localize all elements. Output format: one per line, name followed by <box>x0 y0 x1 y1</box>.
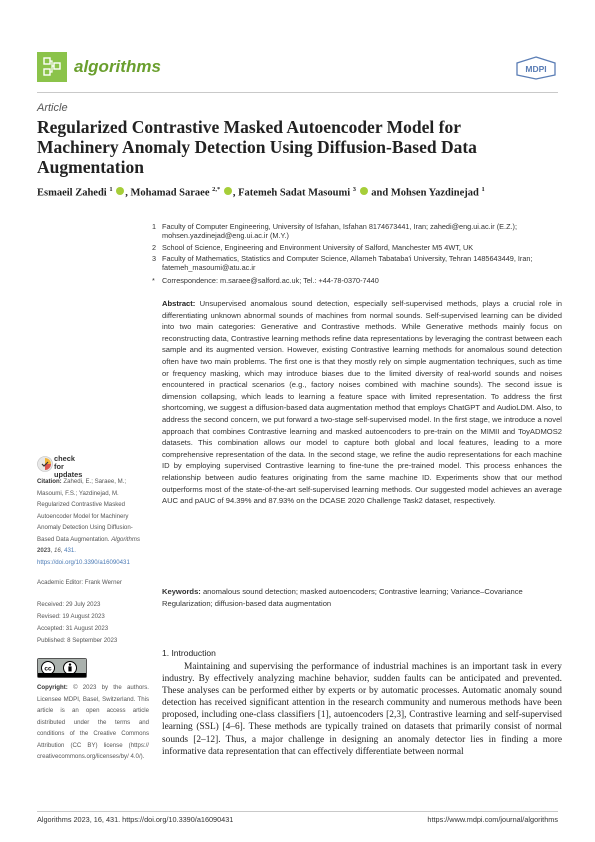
journal-logo <box>37 52 67 82</box>
check-for-updates-button[interactable] <box>37 454 83 479</box>
check-for-updates-icon <box>37 456 53 472</box>
check-for-updates-line1: check for <box>54 454 75 471</box>
copyright-label: Copyright: <box>37 684 68 691</box>
affiliation-item <box>152 222 562 241</box>
orcid-icon[interactable] <box>360 187 368 195</box>
revised-date: Revised: 19 August 2023 <box>37 613 105 620</box>
footer-citation[interactable]: Algorithms 2023, 16, 431. https://doi.org/10.3390/a16090431 <box>37 815 234 824</box>
abstract-label: Abstract: <box>162 299 196 308</box>
footer-journal-url[interactable]: https://www.mdpi.com/journal/algorithms <box>427 815 558 824</box>
citation-volume: 16 <box>53 547 61 554</box>
copyright-text: © 2023 by the authors. Licensee MDPI, Basel, Switzerland. This article is an open access article distributed under the terms and conditions of the Creative Commons Attribution (CC BY) license (https:// creativecommons.org/licenses/by/ 4.0/). <box>37 684 149 760</box>
affiliation-text: Faculty of Mathematics, Statistics and Computer Science, Allameh Tabataba'i University, Tehran 1485643449, Iran; fatemeh_masoumi@atu.ac.ir <box>162 254 533 273</box>
svg-text:cc: cc <box>44 665 52 673</box>
citation-year: 2023 <box>37 547 51 554</box>
author-superscript: 2,* <box>212 186 221 193</box>
author-superscript: 1 <box>481 186 485 193</box>
published-date: Published: 8 September 2023 <box>37 637 118 644</box>
header-rule <box>37 92 558 93</box>
received-date: Received: 29 July 2023 <box>37 601 101 608</box>
affiliation-number: 1 <box>152 222 157 231</box>
algorithms-logo-icon <box>37 52 67 82</box>
cc-by-license-badge[interactable] <box>37 658 87 678</box>
footer-rule <box>37 811 558 812</box>
abstract-text: Unsupervised anomalous sound detection, especially self-supervised methods, plays a crucial role in differentiating unknown abnormal sounds of machines from normal sounds. Self-supervised learning can be divided into two main categories: Generative and Contrastive methods. While Generative methods mainly focus on reconstructing data, Contrastive learning methods refine data representations by leveraging the contrast between each sample and its augmented version. However, existing Contrastive learning methods for anomalous sound detection often have two main problems. The first one is that they mostly rely on simple augmentation techniques, such as time or frequency masking, which may introduce biases due to the limited diversity of real-world sounds and noises encountered in practical scenarios (e.g., factory noises combined with machine sounds). The second issue is dimension collapsing, which leads to learning a feature space with limited representation. To address the first shortcoming, we suggest a diffusion-based data augmentation method that employs ChatGPT and AudioLDM. Also, to address the second concern, we put forward a two-stage self-supervised model. In the first stage, we introduce a novel approach that combines Contrastive learning and masked autoencoders to pre-train on the MIMII and ToyADMOS2 datasets. This combination allows our model to capture both global and local features, leading to a more comprehensive representation of the data. In the second stage, we refine the audio representations for each machine ID by employing supervised Contrastive learning to fine-tune the pre-trained model. This process enhances the relationship between audio features originating from the same machine ID. Experiments show that our method outperforms most of the state-of-the-art self-supervised learning methods. Our suggested model achieves an average AUC and pAUC of 94.39% and 87.93% on the DCASE 2020 Challenge Task2 dataset, respectively. <box>162 299 562 506</box>
accepted-date: Accepted: 31 August 2023 <box>37 625 109 632</box>
author-superscript: 1 <box>109 186 113 193</box>
keywords-label: Keywords: <box>162 587 201 596</box>
affiliation-item <box>152 276 562 285</box>
keywords-text: anomalous sound detection; masked autoencoders; Contrastive learning; Variance–Covariance Regularization; diffusion-based data augmentation <box>162 587 523 608</box>
citation-block: Citation: Zahedi, E.; Saraee, M.; Masoumi, F.S.; Yazdinejad, M. Regularized Contrastive Masked Autoencoder Model for Machinery Anomaly Detection Using Diffusion-Based Data Augmentation. Algorithms 2023, 16, 431. https://doi.org/10.3390/a16090431 <box>37 478 140 566</box>
orcid-icon[interactable] <box>224 187 232 195</box>
citation-journal: Algorithms <box>111 535 140 543</box>
author-name[interactable]: Esmaeil Zahedi <box>37 187 107 199</box>
citation-text: Zahedi, E.; Saraee, M.; Masoumi, F.S.; Yazdinejad, M. Regularized Contrastive Masked Autoencoder Model for Machinery Anomaly Detection Using Diffusion-Based Data Augmentation. <box>37 478 133 543</box>
affiliation-item <box>152 254 562 273</box>
check-for-updates-line2: updates <box>54 470 83 479</box>
author-name[interactable]: Mohsen Yazdinejad <box>390 187 479 199</box>
citation-doi-link[interactable]: 431. https://doi.org/10.3390/a16090431 <box>37 547 130 566</box>
author-list: Esmaeil Zahedi $^1$ , Mohamad Saraee $^{2,*}$ , Fatemeh Sadat Masoumi $^3$ and Mohsen Yazdinejad $^1$ <box>37 186 485 199</box>
copyright-block <box>37 682 149 763</box>
affiliation-text: Correspondence: m.saraee@salford.ac.uk; Tel.: +44-78-0370-7440 <box>162 276 379 285</box>
affiliation-item <box>152 243 562 252</box>
article-title: Regularized Contrastive Masked Autoencoder Model for Machinery Anomaly Detection Using Diffusion-Based Data Augmentation <box>37 117 477 177</box>
academic-editor: Academic Editor: Frank Werner <box>37 579 122 586</box>
affiliation-number: * <box>152 276 155 285</box>
author-name[interactable]: Fatemeh Sadat Masoumi <box>238 187 351 199</box>
mdpi-logo-icon <box>515 56 557 80</box>
intro-paragraph-text: Maintaining and supervising the performance of industrial machines is an important task in every industry. By effectively analyzing machine behavior, sudden faults can be anticipated and prevented. These analyses can be performed either by experts or by automatic processes. Automatic anomaly sound detection has received significant attention in the research community and numerous methods have been proposed, including one-class classifiers [1], autoencoders [2,3], Contrastive learning and self-supervised learning (SSL) [4–6]. These methods are typically trained on datasets that primarily consist of normal sounds [2–12]. Thus, a major challenge in designing an anomaly detector lies in finding a more informative data representation that can effectively differentiate between normal <box>162 662 562 757</box>
author-superscript: 3 <box>352 186 357 193</box>
affiliation-text: Faculty of Computer Engineering, University of Isfahan, Isfahan 8174673441, Iran; zahedi@eng.ui.ac.ir (E.Z.); mohsen.yazdinejad@eng.ui.ac.ir (M.Y.) <box>162 222 518 241</box>
citation-label: Citation: <box>37 478 62 485</box>
author-name[interactable]: Mohamad Saraee <box>130 187 210 199</box>
section-heading: 1. Introduction <box>162 648 216 658</box>
affiliation-text: School of Science, Engineering and Environment University of Salford, Manchester M5 4WT, UK <box>162 243 474 252</box>
article-type: Article <box>37 102 68 114</box>
journal-name[interactable]: algorithms <box>74 57 161 76</box>
abstract <box>162 298 562 507</box>
keywords <box>162 586 562 609</box>
cc-by-icon <box>38 659 86 677</box>
mdpi-logo[interactable] <box>515 56 557 80</box>
orcid-icon[interactable] <box>116 187 124 195</box>
affiliation-number: 2 <box>152 243 157 252</box>
intro-paragraph <box>162 661 562 758</box>
mdpi-logo-text: MDPI <box>525 64 547 74</box>
affiliation-number: 3 <box>152 254 157 263</box>
